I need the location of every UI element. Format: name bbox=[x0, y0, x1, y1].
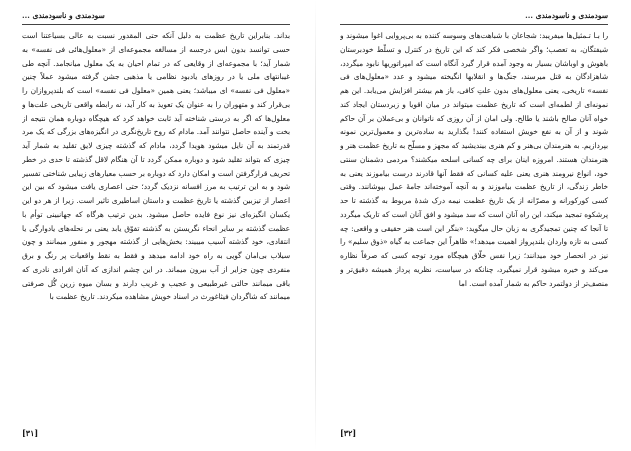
right-page bbox=[324, 0, 624, 451]
right-body-text bbox=[340, 29, 608, 414]
left-page-number: [۳۱] bbox=[22, 428, 39, 438]
left-paragraph: بداند. بنابراین تاریخ عظمت به دلیل آنکه حتی المقدور نسبت به عالی بسیاعتنا است حسی توانسد بدون ابس درجسه از مسالغه مجموعه‌ای از «معلول‌هائی فی نفسه» به شمار آید؛ با مجموعه‌ای از وقایعی که در تمام احیان به یک معلول میانجامد. آنچه طی غیبانتهای ملی یا در روزهای یادبود نظامی یا مذهبی جشن گرفته میشود عملاً چنین «معلول فی نفسه» ای میباشد؛ یعنی همین «معلول فی نفسه» است که بلندپروازان را بی‌قرار کند و متهوران را به عنوان یک تعویذ به کار آید، نه رابطه واقعی تاریخی علت‌ها و معلول‌ها که اگر به درستی شناخته آید ثابت خواهد کرد که هیچگاه دوباره همان نتیجه از بخت و آینده حاصل نتوانند آمد. مادام که روح تاریخ‌نگری در انگیزه‌های بزرگی که یک مرد قدرتمند به آن نایل میشود هویدا گردد، مادام که گذشته چیزی لایق تقلید به شمار آید چیزی که بتواند تقلید شود و دوباره ممکن گردد تا آن هنگام لاقل گذشته تا حدی در خطر تحریف قرارگرفتن است و امکان دارد که دوباره بر حسب معیارهای زیبایی شناختی تفسیر شود و به این ترتیب به مرز افسانه نزدیک گردد؛ حتی اعصاری یافت میشود که بین این اعصار از تیزبین گذشته یا تاریخ عظمت و داستان اساطیری تاثیر است. زیرا از هر دو این یکسان انگیزه‌ای نیز نوع فایده حاصل میشود. بدین ترتیب هرگاه که جهانبینی توأم با عظمت گذشته بر سایر انحاء نگریستن به گذشته تفوّق یابد یعنی بر نحله‌های یادوارگی یا انتقادی، خود گذشته آسیب میبیند: بخش‌هایی از گذشته مهجور و منفور میمانند و چون سیلاب بی‌امان گویی به راه خود ادامه میدهد و فقط به نقط واقعیات پر رنگ و برق منفردی چون جزایر از آب بیرون میماند. در این چشم اندازی که آنان افرادی نادری که باقی میمانند حالتی غیرطبیعی و عجیب و غریب دارند و بسان میوه زرین گُل صرفتی میمانند که شاگردان فیثاغورث در اسناد خویش مشاهده میکردند. تاریخ عظمت با bbox=[22, 31, 290, 302]
left-page bbox=[6, 0, 306, 451]
right-page-number: [۳۲] bbox=[340, 428, 357, 438]
book-gutter bbox=[315, 0, 316, 451]
left-body-text bbox=[22, 29, 290, 414]
right-paragraph: را بـا تـمثیل‌ها میفریبد: شجاعان با شباهت‌های وسوسه کننده به بی‌پروایی اغوا میشوند و شیفتگان، به تعصب؛ واگر شخصی فکر کند که این تاریخ در کنترل و تسلّط خودبرستان باهوش و اوباشان بسیار به وجود آمده قرار گیرد آنگاه است که امپراتوریها نابود میگردد، شاهزادگان به قتل میرسند، جنگ‌ها و انقلابها انگیخته میشود و عدد «معلول‌های فی نفسه» تاریخی، یعنی معلول‌های بدون علتِ کافی، باز هم بیشتر افزایش می‌یابد. این هم نمونه‌ای از لطمه‌ای است که تاریخ عظمت میتواند در میان اقویا و زبردستان ایجاد کند خواه آنان صالح باشند یا طالح. ولی امان از آن روزی که ناتوانان و بی‌عملان بر آن حاکم شوند و از آن به نفع خویش استفاده کنند! بگذارید به ساده‌ترین و معمول‌ترین نمونه بپردازیم. به هنرمندان بی‌هنر و کم هنری بیندیشید که مجهز و مسلّح به تاریخ عظمت هنر و هنرمندان هستند. امروزه اینان برای چه کسانی اسلحه میکشند؟ مردمی دشمنان سنتی خود، انواع نیرومند هنری یعنی علیه کسانی که فقط آنها قادرند درست بیاموزند یعنی به خاطر زندگی، از تاریخ عظمت بیاموزند و به آنچه آموخته‌اند جامهٔ عمل بپوشانند. وقتی کسی کورکورانه و مصرّانه از یک تاریخ عظمت نیمه درک شدهٔ مربوط به گذشته تا حد پرشکوه تمجید میکند، این راه آنان است که سد میشود و افق آنان است که تاریک میگردد تا آنجا که چنین تمجیدگری به زبان حال میگوید: «بنگر این است هنر حقیقی و واقعی: چه کسی به تازه واردان بلندپرواز اهمیت میدهد!» ظاهراً این جماعت به گیاه «ذوق سلیم» را نیز در انحصار خود میدانند؛ زیرا نفس خلّاق هیچگاه مورد توجه کسی که صرفاً نظاره می‌کند و خیره میشود قرار نمیگیرد، چنانکه در سیاست، نظریه پرداز همیشه دقیق‌تر و منصف‌تر از دولتمرد حاکم به شمار آمده است. اما bbox=[340, 31, 608, 288]
right-running-head: سودمندی و ناسودمندی ... bbox=[340, 10, 608, 25]
left-running-head: سودمندی و ناسودمندی ... bbox=[22, 10, 290, 25]
